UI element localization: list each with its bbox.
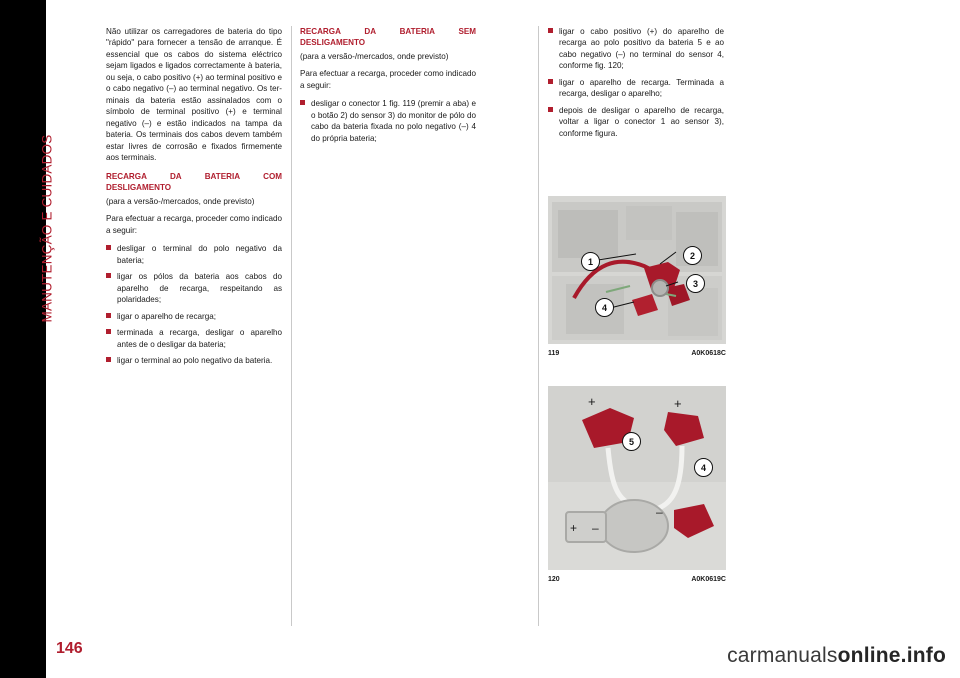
list-item [548,105,724,139]
svg-text:+: + [570,521,578,535]
list-item-label: desligar o conector 1 fig. 119 (premir a aba) e o botão 2) do sensor 3) do monitor de pólo do cabo da bateria ﬁxada no polo negativo (–) 4 do própria bateria; [311,99,476,143]
column-divider-2 [538,26,539,626]
list-item [106,243,282,266]
section-heading-recharge-disconnect: RECARGA DA BATERIA COM DESLIGAMENTO [106,171,282,193]
list-item-label: desligar o terminal do polo negativo da bateria; [117,244,282,265]
svg-text:–: – [656,505,663,519]
list-item [300,98,476,144]
callout-4b: 4 [694,458,713,477]
list-item [548,26,724,72]
svg-text:–: – [592,521,599,535]
section-subheading-1: (para a versão-/mercados, onde previsto) [106,196,255,206]
list-item [106,271,282,305]
callout-1: 1 [581,252,600,271]
svg-text:+: + [674,396,682,411]
section-subheading-2: (para a versão-/mercados, onde previsto) [300,51,449,61]
square-bullet-icon [548,107,553,112]
list-item-label: ligar os pólos da bateria aos cabos do aparelho de recarga, respeitando as polaridades; [117,272,282,305]
callout-5: 5 [622,432,641,451]
list-item [106,355,282,366]
section-heading-recharge-no-disconnect: RECARGA DA BATERIA SEM DESLIGAMENTO [300,27,476,48]
list-item-label: ligar o aparelho de recarga. Terminada a recarga, desligar o aparelho; [559,77,724,99]
chapter-title: MANUTENÇÃO E CUIDADOS [39,134,55,323]
column-1 [106,26,282,372]
lead-paragraph-2: Para efectuar a recarga, proceder como indicado a seguir: [300,69,476,90]
list-item-label: terminada a recarga, desligar o aparelho antes de o desligar da bateria; [117,328,282,349]
list-item-label: depois de desligar o aparelho de recarga, voltar a ligar o conector 1 ao sensor 3), conforme figura. [559,105,724,138]
watermark [727,644,946,668]
column-3 [548,26,724,144]
watermark-suffix: online.info [837,644,946,667]
figure-119-code: A0K0618C [691,350,726,357]
square-bullet-icon [106,245,111,250]
page-number: 146 [56,640,83,657]
square-bullet-icon [300,100,305,105]
list-item-label: ligar o terminal ao polo negativo da bateria. [117,356,273,366]
square-bullet-icon [106,273,111,278]
list-item-label: ligar o cabo positivo (+) do aparelho de recarga ao polo positivo da bateria 5 e ao cabo negativo (–) no terminal do sensor 4, conforme fig. 120; [559,27,724,71]
square-bullet-icon [106,357,111,362]
figure-120-image [548,386,726,570]
figure-119-caption: 119 [548,350,560,357]
callout-2: 2 [683,246,702,265]
watermark-prefix: carmanuals [727,644,838,667]
figure-119-image [548,196,726,344]
list-item-label: ligar o aparelho de recarga; [117,311,216,321]
figure-120-code: A0K0619C [691,576,726,583]
list-item [106,311,282,322]
column-2 [300,26,476,149]
square-bullet-icon [106,329,111,334]
square-bullet-icon [106,313,111,318]
lead-paragraph-1: Para efectuar a recarga, proceder como indicado a seguir: [106,214,282,235]
callout-3: 3 [686,274,705,293]
list-item [548,77,724,100]
svg-text:+: + [588,394,596,409]
square-bullet-icon [548,28,553,33]
list-item [106,327,282,350]
intro-paragraph: Não utilizar os carregadores de bateria do tipo "rápido" para fornecer a tensão de arranque. É essencial que os cabos do sistema eléctrico sejam ligados e ligados correctamente à bateria, ou seja, o cabo positivo (+) ao terminal positivo e o cabo negativo (–) ao terminal negativo. Os ter-minais da bateria estão assinalados com o símbolo de terminal positivo (+) e terminal negativo (–) e estão indicados na tampa da bateria. Os terminais dos cabos devem também estar livres de corrosão e fixados firmemente aos terminais. [106,27,282,163]
figure-120-caption: 120 [548,576,560,583]
callout-4: 4 [595,298,614,317]
column-divider-1 [291,26,292,626]
square-bullet-icon [548,79,553,84]
